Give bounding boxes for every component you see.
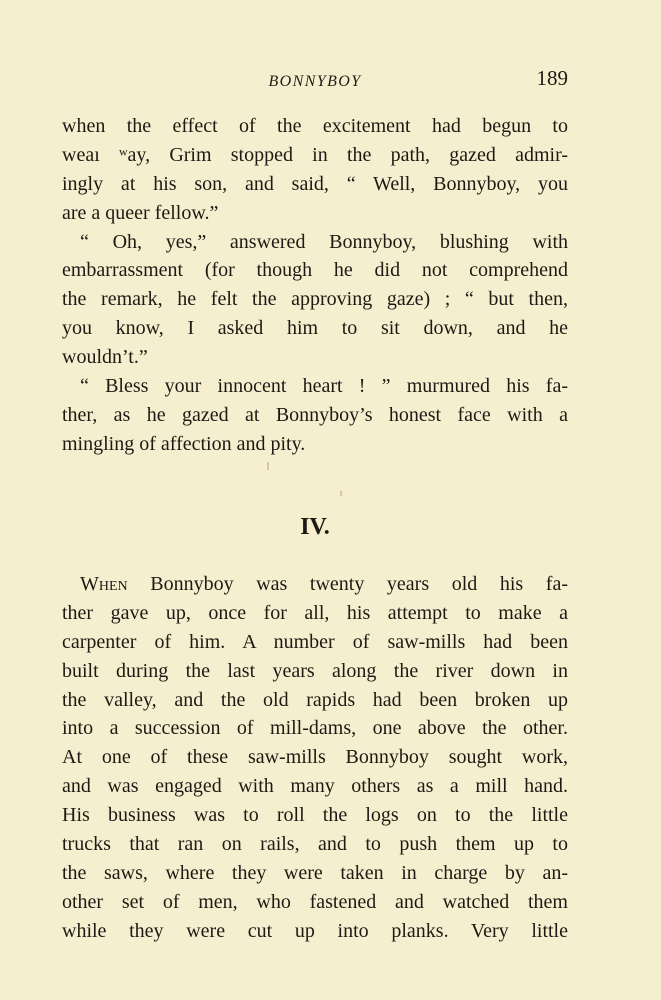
text-line: ther, as he gazed at Bonnyboy’s honest face with a bbox=[62, 403, 568, 426]
section-one-text bbox=[62, 112, 568, 459]
text-line: trucks that ran on rails, and to push them up to bbox=[62, 833, 568, 856]
text-line: are a queer fellow.” bbox=[62, 201, 219, 224]
text-line: into a succession of mill-dams, one above the other. bbox=[62, 717, 568, 740]
page-header bbox=[62, 62, 568, 92]
section-two-text bbox=[62, 570, 568, 946]
opening-word: When bbox=[80, 573, 128, 595]
text-line: and was engaged with many others as a mill hand. bbox=[62, 775, 568, 798]
text-line: “ Oh, yes,” answered Bonnyboy, blushing with bbox=[80, 230, 568, 253]
text-line: His business was to roll the logs on to the little bbox=[62, 804, 568, 827]
text-line: other set of men, who fastened and watched them bbox=[62, 890, 568, 913]
text-line bbox=[62, 570, 568, 599]
text-line: when the effect of the excitement had begun to bbox=[62, 115, 568, 137]
text-line: carpenter of him. A number of saw-mills had been bbox=[62, 630, 568, 653]
text-line: mingling of affection and pity. bbox=[62, 432, 306, 455]
text-line: embarrassment (for though he did not comprehend bbox=[62, 259, 568, 282]
text-line: ingly at his son, and said, “ Well, Bonnyboy, you bbox=[62, 172, 568, 195]
paper-speck bbox=[340, 491, 342, 496]
text-line: ther gave up, once for all, his attempt to make a bbox=[62, 601, 568, 624]
text-line: weaı ʷay, Grim stopped in the path, gazed admir- bbox=[62, 143, 568, 166]
paper-speck bbox=[267, 462, 269, 470]
chapter-heading: IV. bbox=[300, 514, 330, 540]
text-line: built during the last years along the river down in bbox=[62, 659, 568, 682]
text-line: wouldn’t.” bbox=[62, 346, 148, 369]
text-line: while they were cut up into planks. Very little bbox=[62, 919, 568, 942]
text-line: the saws, where they were taken in charge by an- bbox=[62, 861, 568, 884]
text-line: At one of these saw-mills Bonnyboy sought work, bbox=[62, 746, 568, 769]
text-line: “ Bless your innocent heart ! ” murmured his fa- bbox=[80, 375, 568, 398]
page-number: 189 bbox=[536, 66, 568, 90]
running-title: BONNYBOY bbox=[268, 73, 362, 90]
text-line: the remark, he felt the approving gaze) ; “ but then, bbox=[62, 288, 568, 311]
text-line-rest: Bonnyboy was twenty years old his fa- bbox=[127, 573, 568, 595]
text-line: you know, I asked him to sit down, and he bbox=[62, 317, 568, 340]
text-line: the valley, and the old rapids had been broken up bbox=[62, 688, 568, 711]
